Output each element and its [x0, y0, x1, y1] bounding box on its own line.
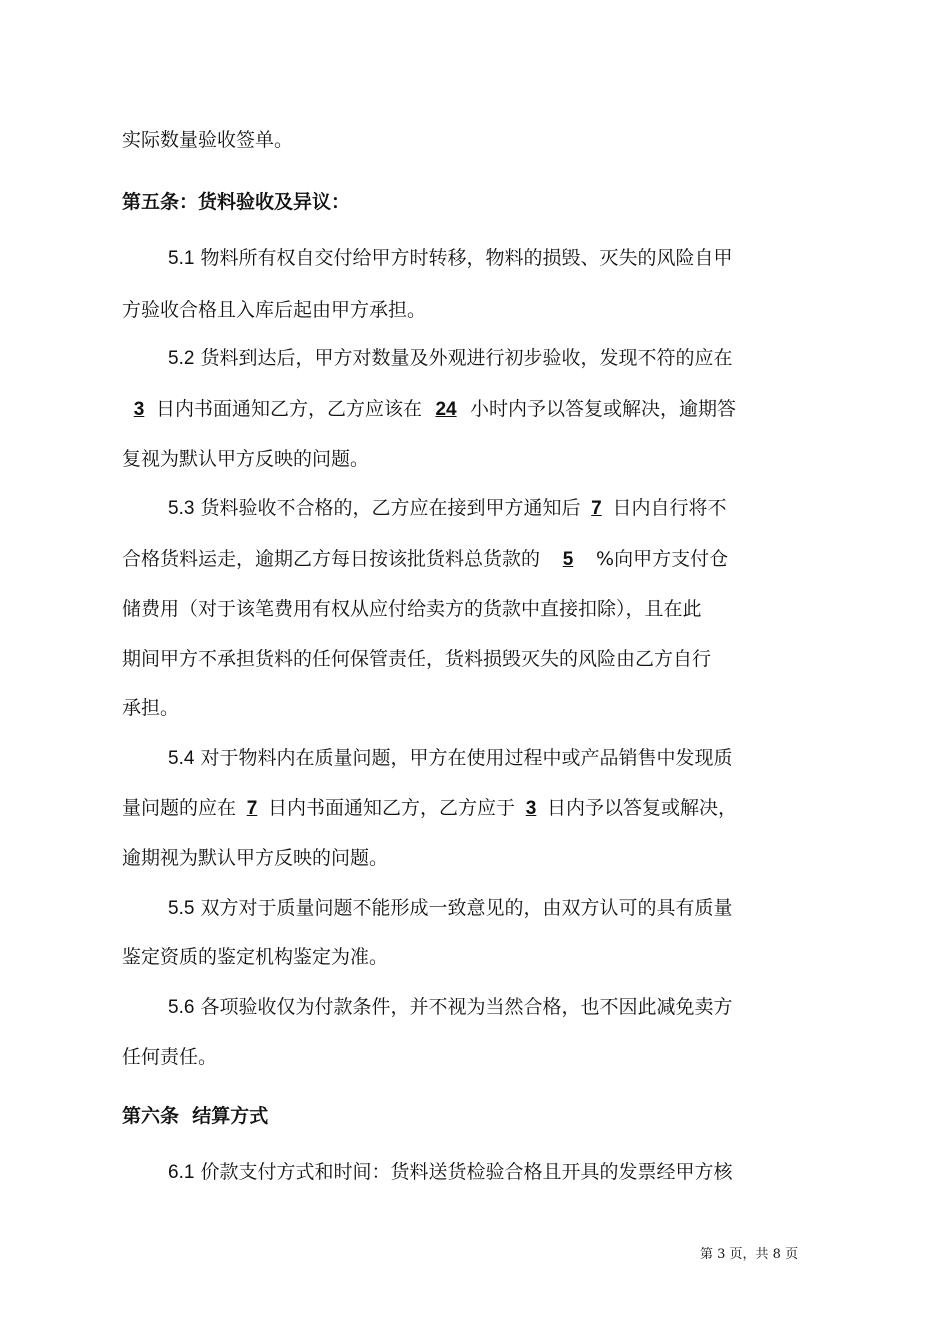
blank-reply-hours: 24	[435, 399, 457, 420]
section-heading-6: 第六条 结算方式	[122, 1105, 269, 1127]
paragraph-line: 复视为默认甲方反映的问题。	[122, 448, 370, 470]
paragraph-line: 储费用（对于该笔费用有权从应付给卖方的货款中直接扣除），且在此	[122, 598, 702, 620]
paragraph-line: 量问题的应在 7 日内书面通知乙方，乙方应于 3 日内予以答复或解决，	[122, 795, 950, 822]
paragraph-5-3: 5.3 货料验收不合格的，乙方应在接到甲方通知后 7 日内自行将不	[168, 495, 950, 522]
blank-storage-fee-percent: 5	[562, 549, 574, 570]
paragraph-line: 期间甲方不承担货料的任何保管责任，货料损毁灭失的风险由乙方自行	[122, 648, 712, 670]
paragraph-6-1: 6.1 价款支付方式和时间：货料送货检验合格且开具的发票经甲方核	[168, 1161, 733, 1183]
blank-removal-days: 7	[591, 498, 602, 519]
paragraph-line: 任何责任。	[122, 1046, 218, 1068]
blank-notice-days: 3	[133, 399, 145, 420]
paragraph-5-4: 5.4 对于物料内在质量问题，甲方在使用过程中或产品销售中发现质	[168, 747, 733, 769]
paragraph-5-1: 5.1 物料所有权自交付给甲方时转移，物料的损毁、灭失的风险自甲	[168, 247, 733, 269]
paragraph-line: 逾期视为默认甲方反映的问题。	[122, 847, 389, 869]
blank-notice-days: 7	[246, 798, 258, 819]
paragraph-line: 3 日内书面通知乙方，乙方应该在 24 小时内予以答复或解决，逾期答	[122, 396, 950, 423]
section-heading-5: 第五条：货料验收及异议：	[122, 191, 351, 213]
paragraph-line: 合格货料运走，逾期乙方每日按该批货料总货款的 5 %向甲方支付仓	[122, 546, 950, 573]
paragraph-5-2: 5.2 货料到达后，甲方对数量及外观进行初步验收，发现不符的应在	[168, 347, 733, 369]
paragraph-5-6: 5.6 各项验收仅为付款条件，并不视为当然合格，也不因此减免卖方	[168, 996, 733, 1018]
paragraph-line: 鉴定资质的鉴定机构鉴定为准。	[122, 946, 389, 968]
paragraph-line: 承担。	[122, 697, 180, 719]
paragraph-5-5: 5.5 双方对于质量问题不能形成一致意见的，由双方认可的具有质量	[168, 897, 733, 919]
page-footer: 第 3 页，共 8 页	[700, 1247, 799, 1262]
blank-reply-days: 3	[525, 798, 537, 819]
paragraph-line: 方验收合格且入库后起由甲方承担。	[122, 299, 427, 321]
paragraph-line: 实际数量验收签单。	[122, 129, 294, 151]
